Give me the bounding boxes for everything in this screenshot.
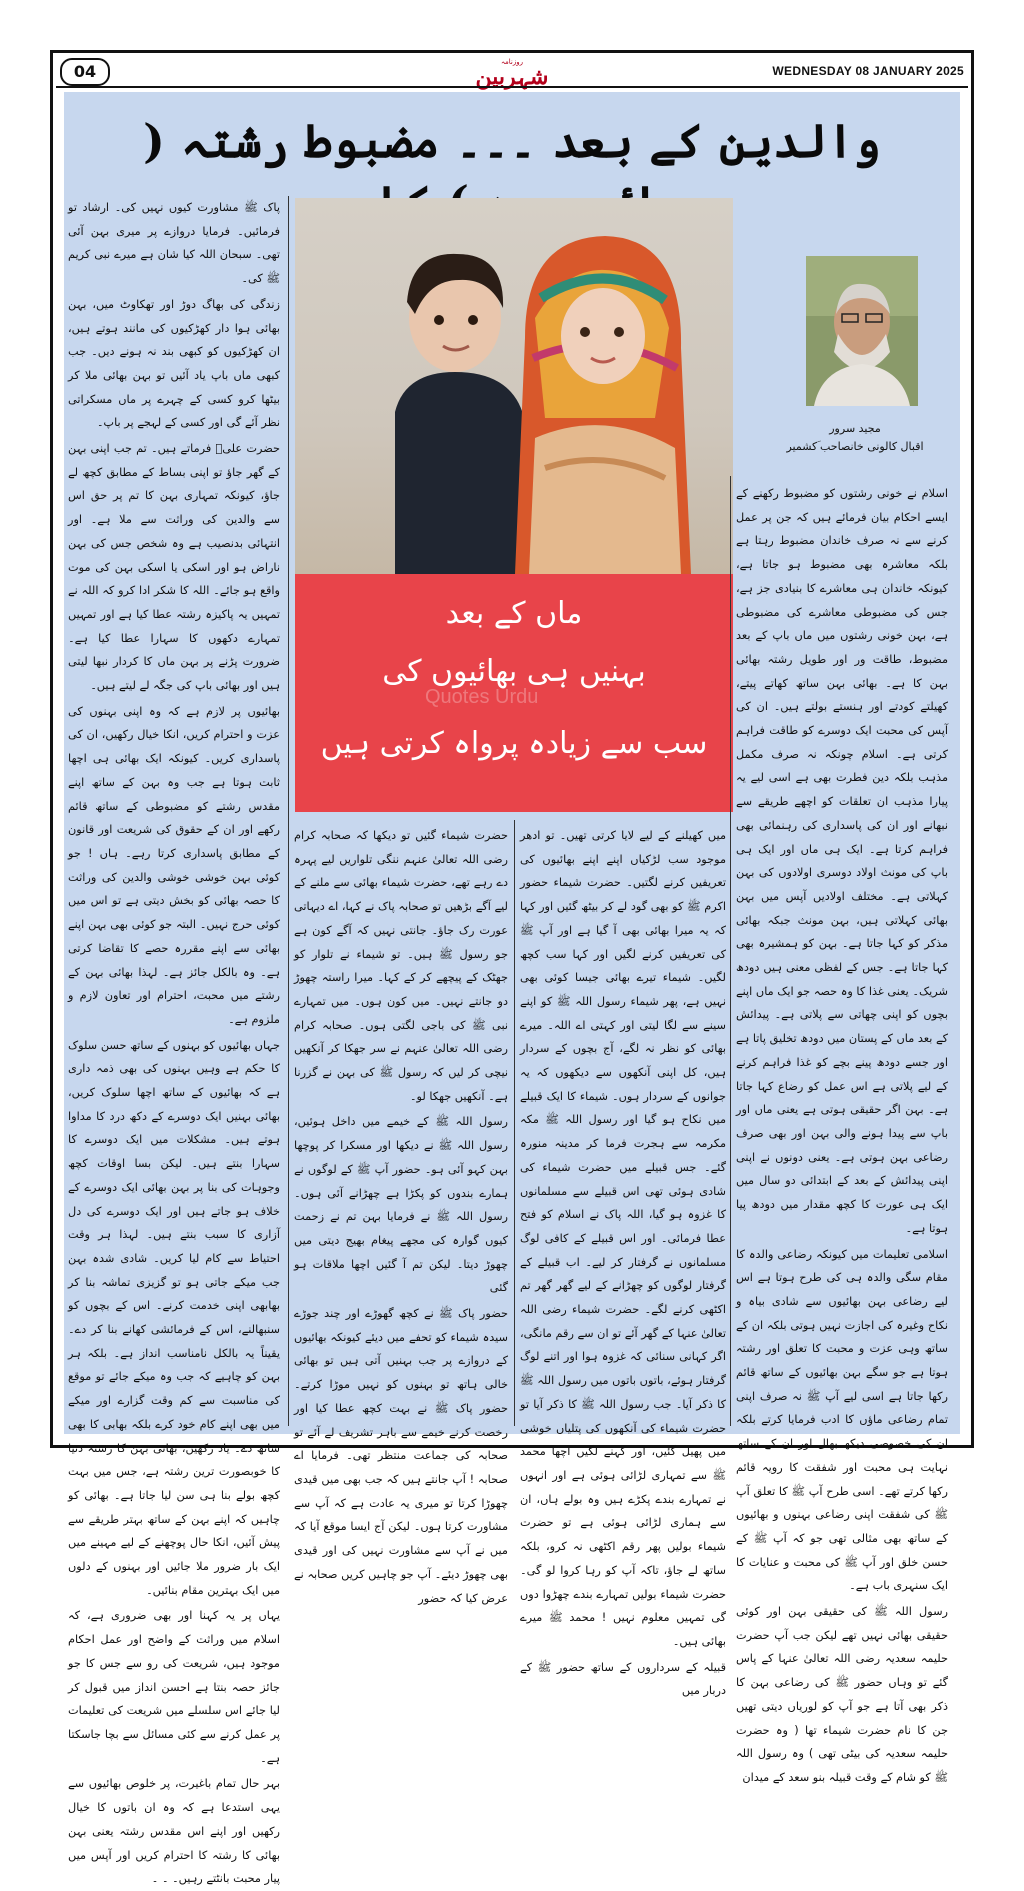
author-photo: [806, 256, 918, 406]
paragraph: رسول اللہ ﷺ کے خیمے میں داخل ہوئیں، رسول اللہ ﷺ نے دیکھا اور مسکرا کر پوچھا بہن کہو آئی ہو۔ حضور آپ ﷺ کے لوگوں نے ہمارے بندوں کو پکڑا ہے چھڑانے آئی ہوں۔ رسول اللہ ﷺ نے فرمایا بہن تم نے زحمت کیوں گوارہ کی مجھے پیغام بھیج دیتی میں چھوڑ دیتا۔ لیکن تم آ گئیں اچھا ملاقات ہو گئی: [294, 1115, 508, 1295]
paragraph: اسلامی تعلیمات میں کیونکہ رضاعی والدہ کا مقام سگی والدہ ہی کی طرح ہوتا ہے اس لیے رضاعی بہن بھائیوں سے شادی بیاہ و نکاح وغیرہ کی اجازت نہیں ہوتی بلکہ ان کے ساتھ وہی عزت و محبت کا تعلق اور رشتہ ہوتا ہے جو سگے بہن بھائیوں کے ساتھ قائم رکھا جاتا ہے اسی لیے آپ ﷺ نہ صرف اپنی تمام رضاعی ماؤں کا ادب فرمایا کرتے بلکہ ان کی خصوصی دیکھ بھال اور ان کے ساتھ نہایت ہی محبت اور شفقت کا رویہ قائم رکھا کرتے تھے۔ اسی طرح آپ ﷺ کا تعلق آپ ﷺ کی شفقت اپنی رضاعی بہنوں و بھائیوں کے ساتھ بھی مثالی تھی جو کہ آپ ﷺ کے حسن خلق اور آپ ﷺ کی محبت و عنایات کا ایک سنہری باب ہے۔: [736, 1247, 948, 1593]
header-rule: [56, 86, 968, 88]
column-divider: [730, 476, 731, 1426]
page-number: 04: [60, 58, 110, 86]
paragraph: اسلام نے خونی رشتوں کو مضبوط رکھنے کے ایسے احکام بیان فرمائے ہیں کہ جن پر عمل کرنے سے نہ صرف خاندان مضبوط رہتا ہے بلکہ معاشرہ بھی مضبوط ہو جاتا ہے، کیونکہ خاندان ہی معاشرے کا بنیادی جز ہے، جس کی مضبوطی معاشرے کی مضبوطی ہے، بہن خونی رشتوں میں ماں باپ کے بعد مضبوط، طاقت ور اور طویل رشتہ بھائی بہن کا ہے۔ بھائی بہن ساتھ کھاتے پیتے، کھیلتے کودتے اور ہنستے بولتے ہیں۔ ان کی آپس کی محبت ایک دوسرے کو طاقت فراہم کرتی ہے۔ اسلام چونکہ نہ صرف مکمل مذہب بلکہ دین فطرت بھی ہے اسی لیے یہ پیارا مذہب ان تعلقات کو اچھے طریقے سے نبھانے اور ان کی پاسداری کی رہنمائی بھی فراہم کرتا ہے۔ ایک ہی ماں اور ایک ہی باپ کی مونث اولاد دوسری اولادوں کی بہن کہلاتی ہے۔ مختلف اولادیں آپس میں بہن بھائی کہلاتی ہیں، بہن مونث جبکہ بھائی مذکر کو کہا جاتا ہے۔ بہن کو ہمشیرہ بھی کہا جاتا ہے۔ جس کے لفظی معنی ہیں دودھ شریک۔ یعنی غذا کا وہ حصہ جو ایک ماں اپنے بچوں کو اپنی چھاتی سے پلاتی ہے۔ پیدائش کے بعد ماں کے پستان میں دودھ تخلیق پاتا ہے اور جسے دودھ پینے بچے کو غذا فراہم کرنے کے لیے پلاتی ہے اس عمل کو رضاع کہا جاتا ہے۔ بہن اگر حقیقی ہوتی ہے یعنی ماں اور باپ سے پیدا ہونے والی بہن اور بھی صرف رضاعی بہن ہوتی ہے۔ یعنی دونوں نے اپنی اپنی پیدائش کے بعد کے ابتدائی دو سال میں ایک ہی عورت کا کچھ مقدار میں دودھ پیا ہوتا ہے۔: [736, 487, 948, 1235]
girl-figure-icon: [505, 208, 695, 574]
paragraph: پاک ﷺ مشاورت کیوں نہیں کی۔ ارشاد تو فرمائیں۔ فرمایا دروازے پر میری بہن آئی تھی۔ سبحان اللہ کیا شان ہے میرے نبی کریم ﷺ کی۔: [68, 201, 280, 286]
author-portrait-icon: [806, 256, 918, 406]
article-column-2: [520, 824, 726, 1698]
quote-line-3: سب سے زیادہ پرواہ کرتی ہیں: [320, 726, 708, 761]
paragraph: زندگی کی بھاگ دوڑ اور تھکاوٹ میں، بہن بھائی ہوا دار کھڑکیوں کی مانند ہوتے ہیں، ان کھڑکیوں کو کبھی بند نہ ہونے دیں۔ جب کبھی ماں باپ یاد آئیں تو بہن بھائی ملا کر بیٹھا کرو کسی کے چہرے پر ماں مسکراتی نظر آئے گی اور کسی کے لہجے پر باپ۔: [68, 297, 280, 430]
paragraph: یہاں پر یہ کہنا اور بھی ضروری ہے، کہ اسلام میں وراثت کے واضح اور عمل احکام موجود ہیں، شریعت کی رو سے جس کا جو جائز حصہ بنتا ہے احسن انداز میں قبول کر لیا جائے اس سلسلے میں شریعت کی تعلیمات پر عمل کرنے سے کئی مسائل سے بچا جاسکتا ہے۔: [68, 1609, 280, 1765]
author-name: مجید سرور: [829, 422, 881, 435]
paragraph: قبیلہ کے سرداروں کے ساتھ حضور ﷺ کے دربار میں: [520, 1660, 726, 1698]
article-column-1: [736, 482, 948, 1784]
author-location: اقبال کالونی خانصاحب ؔکشمیر: [786, 440, 924, 453]
children-photo: [295, 198, 733, 574]
paragraph: میں کھیلنے کے لیے لایا کرتی تھیں۔ تو ادھر موجود سب لڑکیاں اپنے اپنے بھائیوں کی تعریفیں کرنے لگتیں۔ حضرت شیماء حضور اکرم ﷺ کو بھی گود لے کر بیٹھ گئیں اور کہا کہ یہ میرا بھائی بھی آ گیا ہے اور آپ ﷺ کی تعریفیں کرنے لگیں اور کہا سب کچھ لگیں۔ شیماء تیرے بھائی جیسا کوئی بھی نہیں ہے، پھر شیماء رسول اللہ ﷺ کو اپنے سینے سے لگا لیتی اور کہتی اے اللہ۔ میرے بھائی کو نظر نہ لگے، آج بچوں کے سردار ہیں، کل اپنی آنکھوں سے دیکھوں کہ یہ جوانوں کے سردار ہوں۔ شیماء کا ایک قبیلے میں نکاح ہو گیا اور رسول اللہ ﷺ مکہ مکرمہ سے ہجرت فرما کر مدینہ منورہ گئے۔ جس قبیلے میں حضرت شیماء کی شادی ہوئی تھی اس قبیلے سے مسلمانوں کا غزوہ ہو گیا، اللہ پاک نے اسلام کو فتح عطا فرمائی۔ اور اس قبیلے کے کافی لوگ مسلمانوں نے گرفتار کر لیے۔ اب قبیلے کے گرفتار لوگوں کو چھڑانے کے لیے گھر گھر تم اکٹھی کرنے لگے۔ حضرت شیماء رضی اللہ تعالیٰ عنہا کے گھر آئے تو ان سے رقم مانگی، اگر کہانی سنائی کہ غزوہ ہوا اور اتنے لوگ گرفتار ہوئے، باتوں باتوں میں رسول اللہ ﷺ کا ذکر آیا۔ جب رسول اللہ ﷺ کا ذکر آیا تو حضرت شیماء کی آنکھوں کی پتلیاں خوشی میں پھیل گئیں، اور کہنے لگیں اچھا محمد ﷺ سے تمہاری لڑائی ہوئی ہے اور انہوں نے تمہارے بندے پکڑے ہیں وہ بولے ہاں، ان سے ہماری لڑائی ہوئی ہے تو حضرت شیماء بولیں پھر رقم اکٹھی نہ کرو، بلکہ ساتھ لے جاؤ، تاکہ آپ کو رہا کروا لو گی۔ حضرت شیماء بولیں تمہارے بندے چھڑوا دوں گی تمہیں معلوم نہیں ! محمد ﷺ میرے بھائی ہیں۔: [520, 829, 726, 1648]
quote-line-1: ماں کے بعد: [445, 596, 583, 631]
paragraph: جہاں بھائیوں کو بہنوں کے ساتھ حسن سلوک کا حکم ہے وہیں بہنوں کی بھی ذمہ داری ہے کہ بھائیوں کے ساتھ اچھا سلوک کریں، بھائی بہنیں ایک دوسرے کے دکھ درد کا مداوا ہوتے ہیں۔ مشکلات میں ایک دوسرے کا سہارا بنتے ہیں۔ لیکن بسا اوقات کچھ وجوہات کی بنا پر بہن بھائی ایک دوسرے کے خلاف ہو جاتے ہیں اور ایک دوسرے کی دل آزاری کا سبب بنتے ہیں۔ لہذا ہر وقت احتیاط سے کام لیا کریں۔ شادی شدہ بہن جب میکے جاتی ہو تو گزیزی تماشہ بنا کر بھابھی اپنی خدمت کرنے۔ اس کے بچوں کو سنبھالنے، اس کے فرمائشی کھانے بنا کر دے۔ یقیناً یہ بالکل نامناسب انداز ہے۔ بلکہ ہر بہن کو چاہیے کہ جب وہ میکے جائے تو موقع کی مناسبت سے کم وقت گزارے اور میکے میں بھی اپنے کام خود کرے بلکہ بھابی کا بھی ساتھ دے۔ یاد رکھیں، بھائی بہن کا رشتہ دنیا کا خوبصورت ترین رشتہ ہے، جس میں بہت کچھ بولے بنا ہی سن لیا جاتا ہے۔ بھائی کو چاہیں کہ اپنے بہن کے ساتھ بہتر طریقے سے پیش آئیں، انکا حال پوچھنے کے لیے مہینے میں ایک بار ضرور ملا جائیں اور بہنوں کے دلوں میں ایک بہترین مقام بنائیں۔: [68, 1038, 280, 1597]
article-headline: والدین کے بعد ۔۔۔ مضبوط رشتہ (: [143, 114, 881, 168]
paragraph: رسول اللہ ﷺ کی حقیقی بہن اور کوئی حقیقی بھائی نہیں تھے لیکن جب آپ حضرت حلیمہ سعدیہ رضی اللہ تعالیٰ عنہا کے پاس گئے تو وہاں حضور ﷺ کی رضاعی بہن کا ذکر بھی آتا ہے جو آپ کو لوریاں دیتی تھیں جن کا نام حضرت شیماء تھا ( وہ حضرت حلیمہ سعدیہ کی بیٹی تھی ) وہ رسول اللہ ﷺ کو شام کے وقت قبیلہ بنو سعد کے میدان: [736, 1605, 948, 1784]
issue-date: WEDNESDAY 08 JANUARY 2025: [772, 64, 964, 78]
column-divider: [514, 820, 515, 1426]
paragraph: حضرت شیماء گئیں تو دیکھا کہ صحابہ کرام رضی اللہ تعالیٰ عنہم ننگی تلواریں لیے پہرہ دے رہے تھے، حضرت شیماء بھائی سے ملنے کے لیے آگے بڑھیں تو صحابہ پاک نے کہا، اے دیہاتی عورت رک جاؤ۔ جانتی نہیں کہ آگے کون ہے جو رسول ﷺ ہیں۔ تو شیماء نے تلوار کو جھٹک کے پیچھے کر کے کہا۔ میرا راستہ چھوڑ دو جانتے نہیں۔ میں کون ہوں۔ میں تمہارے نبی ﷺ کی باجی لگتی ہوں۔ صحابہ کرام رضی اللہ تعالیٰ عنہم نے سر جھکا کر آنکھیں نیچی کر لیں کہ رسول ﷺ کی بہن نے گزرنا ہے۔ آنکھیں جھکا لو۔: [294, 829, 508, 1103]
quote-line-2: بہنیں ہی بھائیوں کی: [382, 654, 646, 689]
image-watermark: Quotes Urdu: [425, 686, 539, 708]
paragraph: حضرت علیؓ فرماتے ہیں۔ تم جب اپنی بہن کے گھر جاؤ تو اپنی بساط کے مطابق کچھ لے جاؤ، کیونکہ تمہاری بہن کا تم پر حق اس سے والدین کی وراثت سے ملا ہے۔ اور انتہائی بدنصیب ہے وہ شخص جس کی بہن ناراض ہو اور اسکی یا اسکی بہن کی موت واقع ہو جائے۔ اللہ کا شکر ادا کرو کہ اللہ نے تمہیں یہ پاکیزہ رشتہ عطا کیا ہے اور تمہیں تمہارے دکھوں کا سہارا عطا کیا ہے۔ ضرورت پڑنے پر بہن ماں کا کردار نبھا لیتی ہیں اور بھائی باپ کی جگہ لے لیتے ہیں۔: [68, 442, 280, 693]
column-divider: [288, 196, 289, 1426]
masthead-logo: [462, 58, 562, 88]
quote-banner: [295, 574, 733, 812]
paragraph: بھائیوں پر لازم ہے کہ وہ اپنی بہنوں کی عزت و احترام کریں، انکا خیال رکھیں، ان کی پاسداری کریں۔ کیونکہ ایک بھائی ہی اچھا ثابت ہوتا ہے جب وہ بہن کے ساتھ اپنے مقدس رشتے کو مضبوطی کے ساتھ قائم رکھے اور ان کے حقوق کی شریعت اور قانون کے مطابق پاسداری کرتا رہے۔ ہاں ! جو کوئی بہن خوشی خوشی والدین کی وراثت کا حصہ بھائی کو بخش دیتی ہے تو اس میں کوئی حرج نہیں۔ البتہ جو کوئی بھی بہن اپنے بھائی سے اپنے مقررہ حصے کا تقاضا کرتی ہے۔ وہ بالکل جائز ہے۔ لہذا بھائی بہن کے رشتے میں محبت، احترام اور تعاون لازم و ملزوم ہے۔: [68, 704, 280, 1026]
paragraph: حضور پاک ﷺ نے کچھ گھوڑے اور چند جوڑے سیدہ شیماء کو تحفے میں دیئے کیونکہ بھائیوں کے دروازے پر جب بہنیں آتی ہیں تو بھائی خالی ہاتھ تو بہنوں کو نہیں موڑا کرتے۔ حضور پاک ﷺ نے بہت کچھ عطا کیا اور رخصت کرنے خیمے سے باہر تشریف لے آئے تو صحابہ کی جماعت منتظر تھی۔ فرمایا اے صحابہ ! آپ جانتے ہیں کہ جب بھی میں قیدی چھوڑا کرتا تو میری یہ عادت ہے کہ آپ سے مشاورت کرتا ہوں۔ لیکن آج ایسا موقع آیا کہ میں نے آپ سے مشاورت نہیں کی اور قیدی بھی چھوڑ دیئے۔ آپ جو چاہیں کریں صحابہ نے عرض کیا کہ حضور: [294, 1307, 508, 1605]
masthead-name: شہربین: [475, 64, 549, 90]
article-column-3: [294, 824, 508, 1605]
masthead-top-text: روزنامہ: [500, 58, 524, 66]
article-column-4: [68, 196, 280, 1886]
article-image: [295, 198, 733, 812]
paragraph: بہر حال تمام باغیرت، پر خلوص بھائیوں سے یہی استدعا ہے کہ وہ ان باتوں کا خیال رکھیں اور اپنے اس مقدس رشتہ یعنی بہن بھائی کا رشتہ کا احترام کریں اور آپس میں پیار محبت بانٹتے رہیں۔ ۔ ۔: [68, 1777, 280, 1886]
